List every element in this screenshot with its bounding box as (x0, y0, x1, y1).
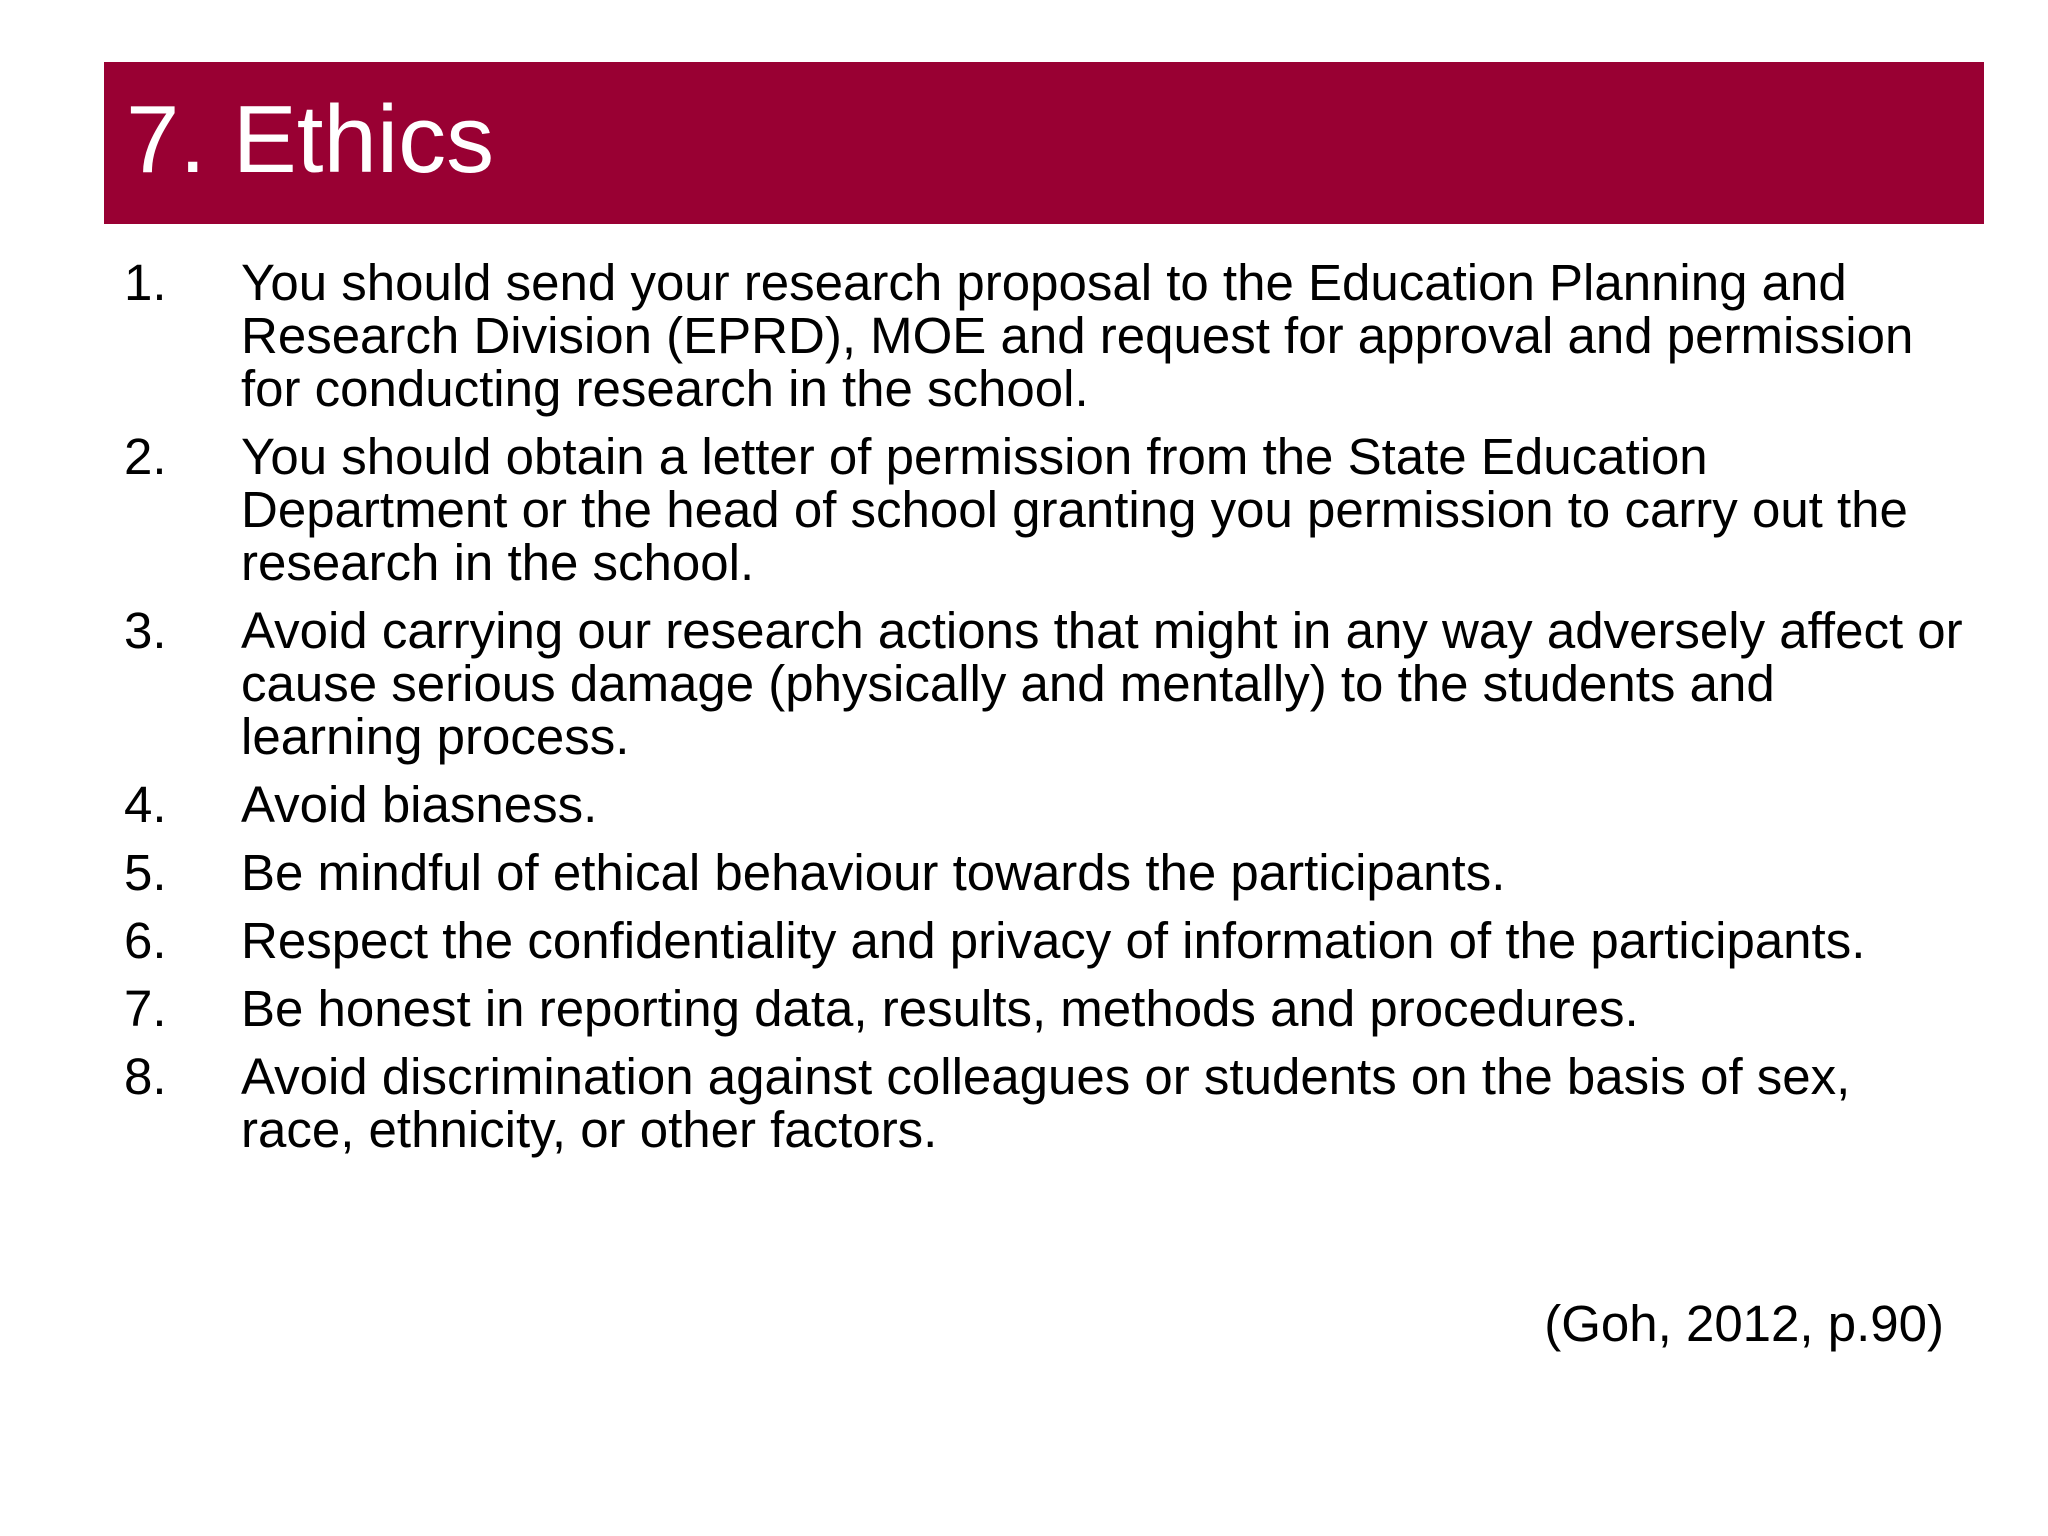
list-item-text: Avoid discrimination against colleagues or students on the basis of sex, race, ethnicity, or other factors. (241, 1048, 1851, 1158)
title-bar (104, 62, 1984, 224)
ethics-list (124, 256, 1964, 1171)
slide-title: 7. Ethics (126, 86, 495, 193)
list-item (124, 914, 1964, 967)
list-item (124, 982, 1964, 1035)
list-item-text: You should obtain a letter of permission from the State Education Department or the head of school granting you permission to carry out the research in the school. (241, 428, 1908, 591)
list-item-text: Respect the confidentiality and privacy of information of the participants. (241, 912, 1866, 969)
list-item-text: You should send your research proposal to the Education Planning and Research Division (EPRD), MOE and request for approval and permission for conducting research in the school. (241, 254, 1914, 417)
list-item-number: 2. (124, 428, 167, 485)
list-item (124, 430, 1964, 589)
list-item-number: 5. (124, 844, 167, 901)
list-item-text: Be mindful of ethical behaviour towards the participants. (241, 844, 1506, 901)
list-item (124, 1050, 1964, 1156)
list-item (124, 846, 1964, 899)
list-item (124, 604, 1964, 763)
list-item-text: Avoid biasness. (241, 776, 598, 833)
list-item-number: 8. (124, 1048, 167, 1105)
list-item (124, 778, 1964, 831)
list-item-text: Be honest in reporting data, results, methods and procedures. (241, 980, 1639, 1037)
list-item-number: 7. (124, 980, 167, 1037)
list-item-number: 3. (124, 602, 167, 659)
list-item-number: 6. (124, 912, 167, 969)
citation: (Goh, 2012, p.90) (1544, 1295, 1944, 1352)
list-item (124, 256, 1964, 415)
list-item-number: 1. (124, 254, 167, 311)
list-item-number: 4. (124, 776, 167, 833)
list-item-text: Avoid carrying our research actions that might in any way adversely affect or cause serious damage (physically and mentally) to the students and learning process. (241, 602, 1963, 765)
